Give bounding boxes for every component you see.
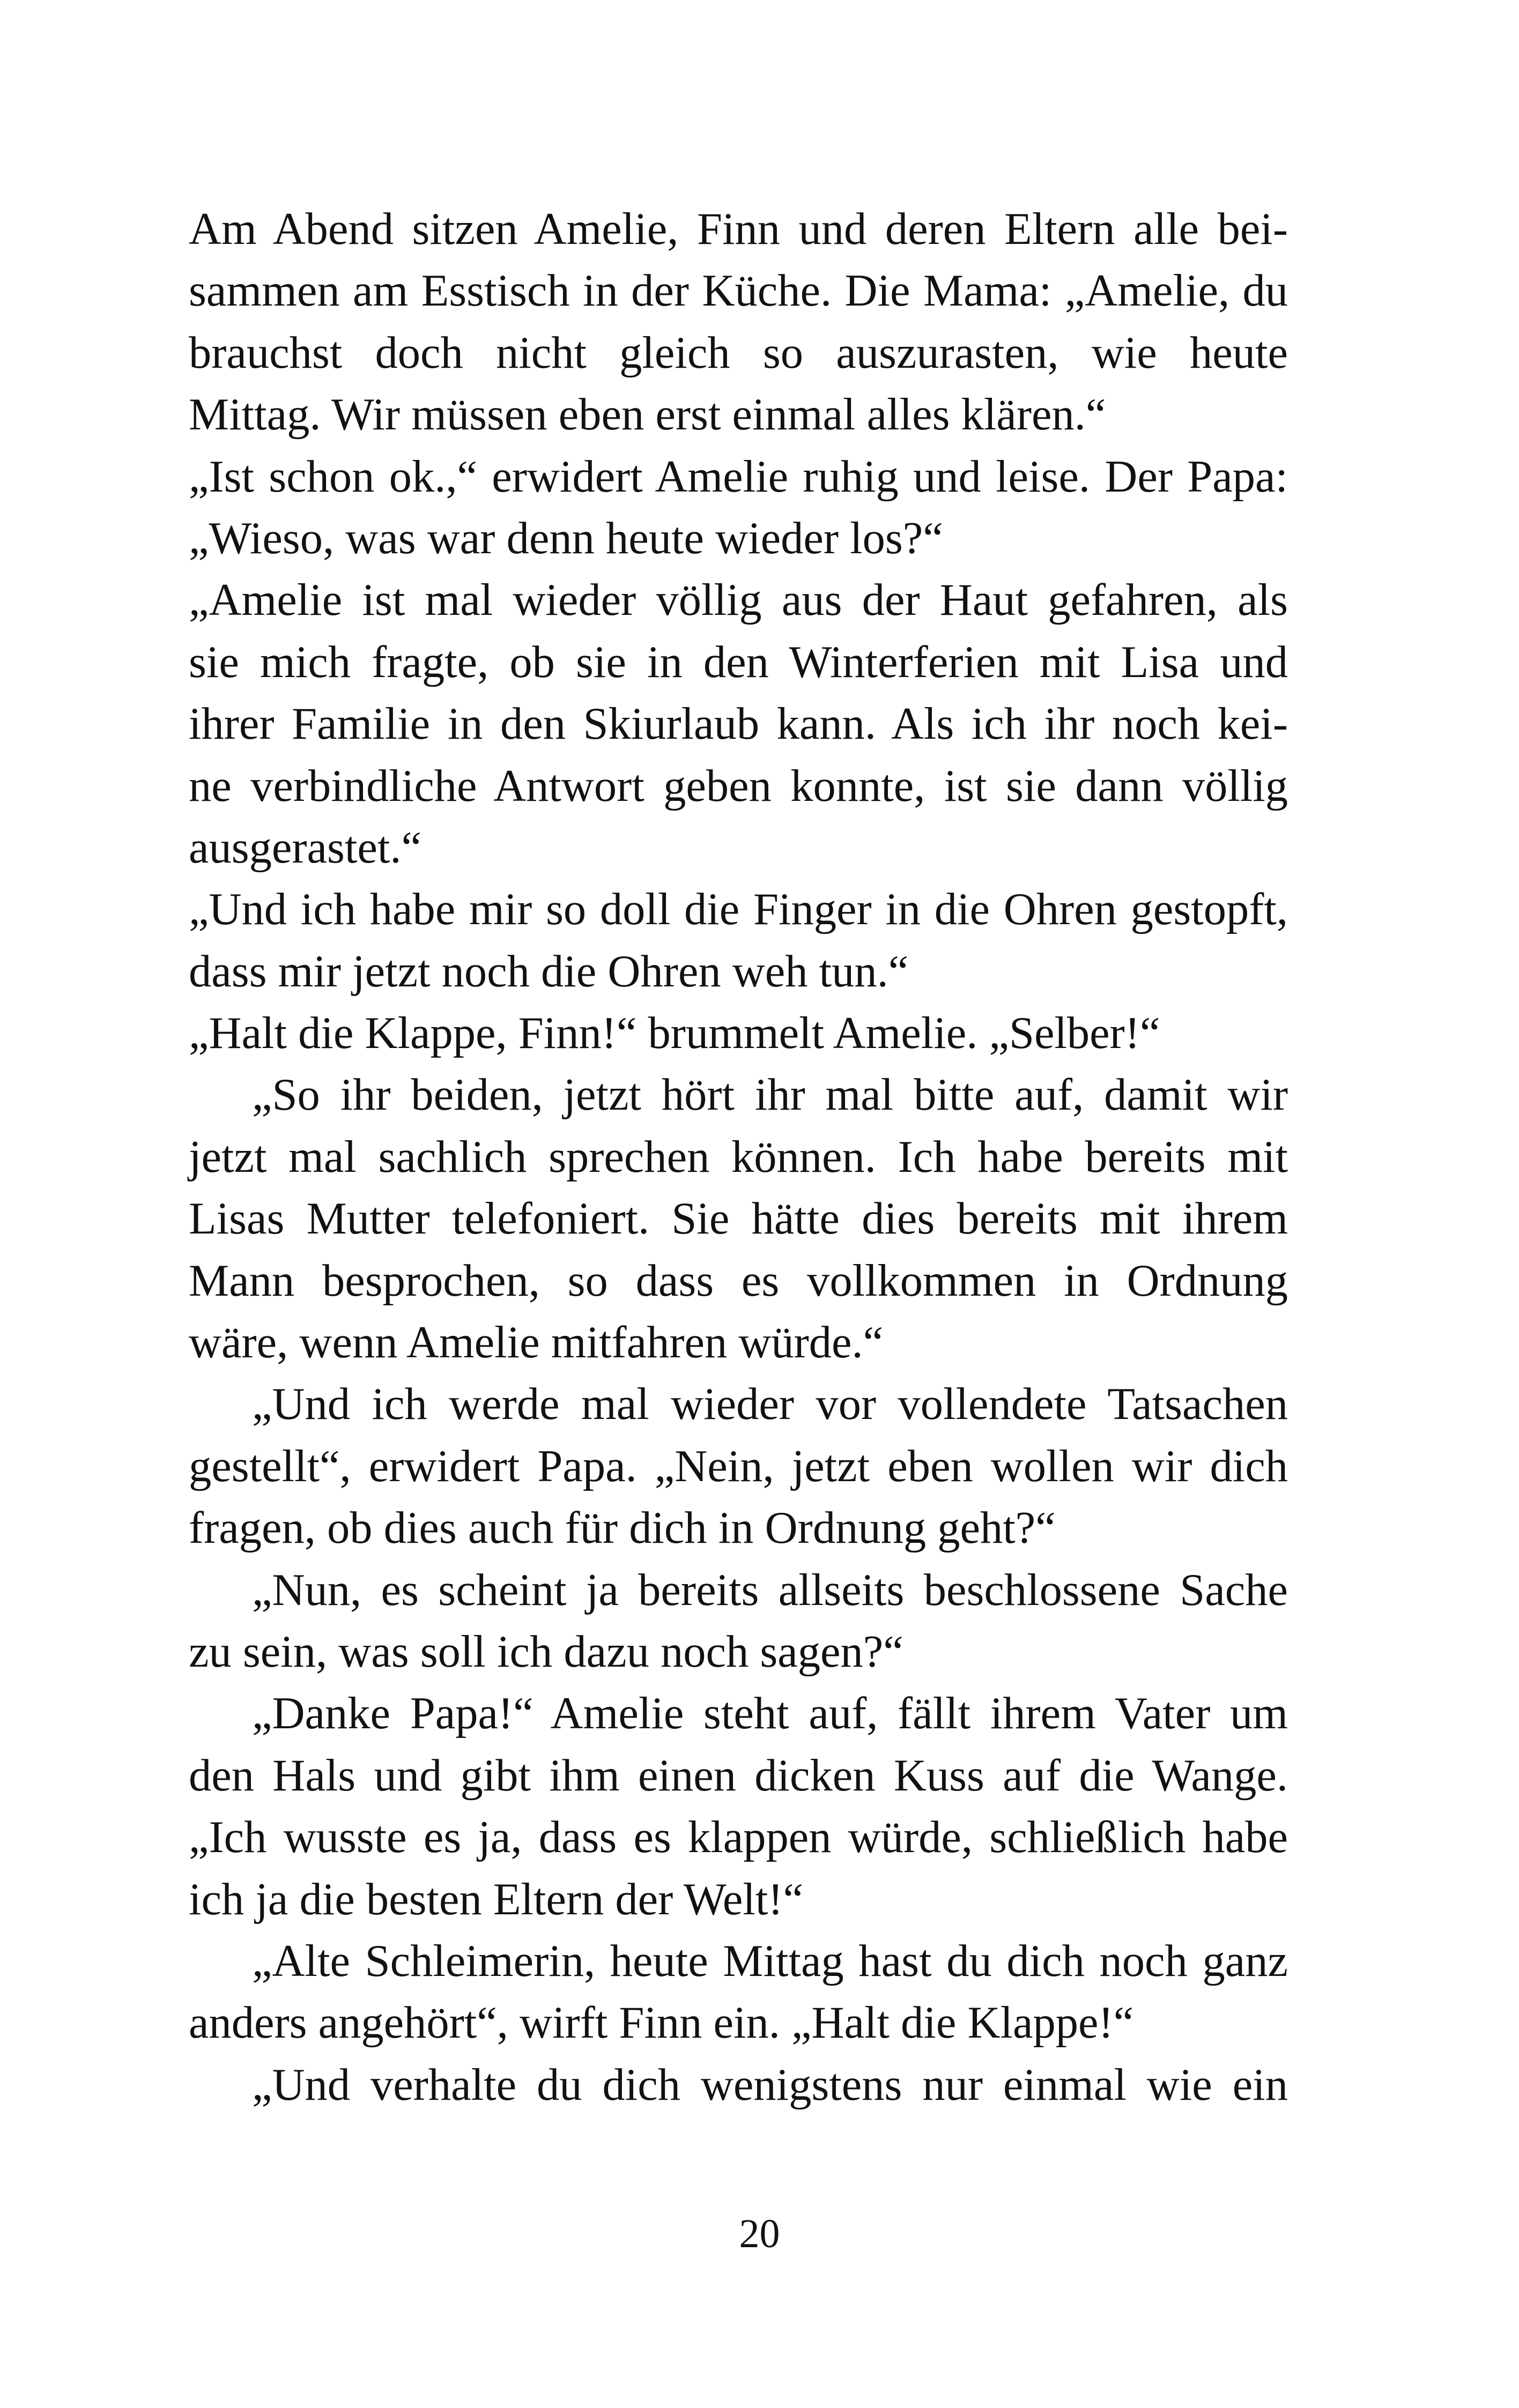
text-line: ich ja die besten Eltern der Welt!“	[189, 1874, 803, 1924]
text-line: „Und ich habe mir so doll die Finger in die Ohren gestopft,	[189, 885, 1288, 935]
text-line: Lisas Mutter telefoniert. Sie hätte dies bereits mit ihrem	[189, 1194, 1288, 1244]
text-line: „Nun, es scheint ja bereits allseits beschlossene Sache	[252, 1565, 1288, 1615]
text-line: sie mich fragte, ob sie in den Winterferien mit Lisa und	[189, 637, 1288, 687]
text-line: den Hals und gibt ihm einen dicken Kuss auf die Wange.	[189, 1750, 1288, 1801]
text-line: ihrer Familie in den Skiurlaub kann. Als ich ihr noch kei-	[189, 699, 1288, 749]
text-line: Mittag. Wir müssen eben erst einmal alles klären.“	[189, 390, 1106, 440]
text-line: „Und verhalte du dich wenigstens nur einmal wie ein	[252, 2060, 1288, 2110]
text-line: ausgerastet.“	[189, 822, 422, 873]
text-line: „Wieso, was war denn heute wieder los?“	[189, 513, 943, 563]
page-number: 20	[739, 2211, 780, 2256]
text-line: „Ist schon ok.,“ erwidert Amelie ruhig und leise. Der Papa:	[189, 451, 1288, 502]
text-line: sammen am Esstisch in der Küche. Die Mama: „Amelie, du	[189, 266, 1288, 316]
text-line: „Danke Papa!“ Amelie steht auf, fällt ihrem Vater um	[252, 1689, 1288, 1739]
text-line: Am Abend sitzen Amelie, Finn und deren Eltern alle bei-	[189, 204, 1288, 254]
text-line: anders angehört“, wirft Finn ein. „Halt die Klappe!“	[189, 1998, 1134, 2048]
text-line: Mann besprochen, so dass es vollkommen in Ordnung	[189, 1255, 1288, 1306]
text-line: jetzt mal sachlich sprechen können. Ich habe bereits mit	[189, 1132, 1288, 1182]
text-line: „Ich wusste es ja, dass es klappen würde, schließlich habe	[189, 1812, 1288, 1863]
text-line: dass mir jetzt noch die Ohren weh tun.“	[189, 946, 909, 997]
text-line: wäre, wenn Amelie mitfahren würde.“	[189, 1318, 884, 1368]
text-line: fragen, ob dies auch für dich in Ordnung geht?“	[189, 1503, 1056, 1554]
text-line: „So ihr beiden, jetzt hört ihr mal bitte auf, damit wir	[252, 1070, 1288, 1120]
text-line: „Und ich werde mal wieder vor vollendete Tatsachen	[252, 1379, 1288, 1430]
text-line: zu sein, was soll ich dazu noch sagen?“	[189, 1626, 903, 1677]
text-line: „Alte Schleimerin, heute Mittag hast du dich noch ganz	[252, 1936, 1288, 1986]
page-body-text	[189, 198, 1288, 2116]
text-line: gestellt“, erwidert Papa. „Nein, jetzt eben wollen wir dich	[189, 1441, 1288, 1491]
text-line: „Halt die Klappe, Finn!“ brummelt Amelie. „Selber!“	[189, 1008, 1160, 1059]
text-line: „Amelie ist mal wieder völlig aus der Haut gefahren, als	[189, 575, 1288, 626]
text-line: brauchst doch nicht gleich so auszurasten, wie heute	[189, 328, 1288, 378]
text-line: ne verbindliche Antwort geben konnte, ist sie dann völlig	[189, 761, 1288, 811]
